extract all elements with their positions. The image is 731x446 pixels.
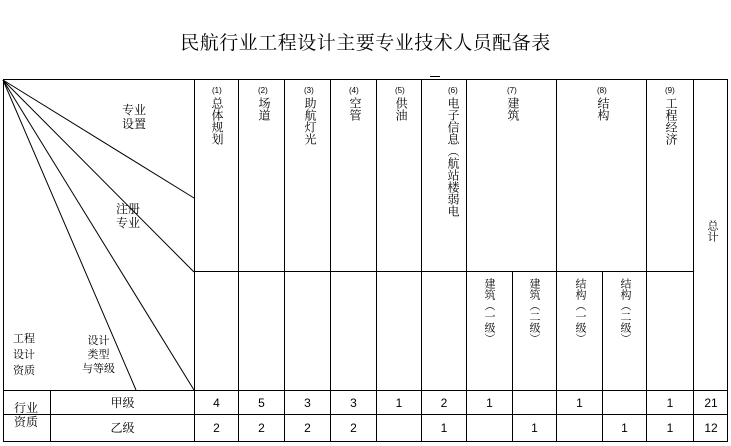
- table-cell: 1: [395, 396, 403, 410]
- page-title: 民航行业工程设计主要专业技术人员配备表: [180, 33, 551, 54]
- table-cell: 5: [258, 396, 265, 410]
- major-setting-label: 专业 设置: [122, 103, 147, 131]
- column-header-fuel-supply: 供油: [394, 97, 408, 121]
- table-cell: 4: [213, 396, 220, 410]
- table-cell: 2: [350, 421, 357, 435]
- column-header-architecture: 建筑: [506, 97, 520, 121]
- table-cell: 1: [576, 396, 583, 410]
- column-number: (5): [395, 86, 405, 95]
- column-header-planning: 总体规划: [210, 97, 224, 145]
- qualification-label: 工程 设计 资质: [13, 333, 35, 377]
- table-cell-total: 21: [704, 396, 718, 410]
- table-cell: 2: [304, 421, 311, 435]
- row-label-grade-a: 甲级: [110, 396, 135, 410]
- table-cell: 1: [621, 421, 628, 435]
- table-cell-total: 12: [704, 421, 718, 435]
- row-label-grade-b: 乙级: [110, 421, 135, 435]
- table-cell: 1: [666, 421, 674, 435]
- column-header-total: 总计: [706, 220, 718, 242]
- table-cell: 1: [440, 421, 448, 435]
- column-header-airfield: 场道: [257, 97, 271, 121]
- column-number: (6): [448, 86, 458, 95]
- table-cell: 1: [666, 396, 674, 410]
- registered-major-label: 注册 专业: [116, 202, 141, 230]
- subheader-structure-grade-2: 结构（二级）: [619, 278, 631, 344]
- subheader-structure-grade-1: 结构（一级）: [574, 278, 586, 344]
- column-number: (2): [258, 86, 268, 95]
- table-cell: 1: [531, 421, 538, 435]
- table-cell: 2: [440, 396, 448, 410]
- column-number: (4): [349, 86, 359, 95]
- table-cell: 3: [350, 396, 357, 410]
- row-group-label: 行业 资质: [14, 401, 39, 429]
- subheader-architecture-grade-1: 建筑（一级）: [483, 278, 495, 344]
- table-cell: 2: [213, 421, 220, 435]
- column-number: (3): [304, 86, 314, 95]
- column-number: (1): [212, 86, 222, 95]
- column-header-structure: 结构: [596, 97, 610, 121]
- table-cell: 2: [258, 421, 265, 435]
- column-number: (7): [507, 86, 517, 95]
- table-cell: 1: [486, 396, 493, 410]
- column-header-navaid-lighting: 助航灯光: [303, 97, 317, 145]
- table-frame: [4, 80, 728, 442]
- table-cell: 3: [304, 396, 311, 410]
- design-type-grade-label: 设计 类型 与等级: [82, 335, 115, 375]
- column-header-electronics: 电子信息（航站楼弱电: [446, 97, 460, 217]
- column-number: (8): [597, 86, 607, 95]
- column-header-atc: 空管: [348, 97, 362, 121]
- subheader-architecture-grade-2: 建筑（二级）: [528, 278, 540, 344]
- column-header-engineering-economics: 工程经济: [664, 97, 678, 145]
- column-number: (9): [665, 86, 675, 95]
